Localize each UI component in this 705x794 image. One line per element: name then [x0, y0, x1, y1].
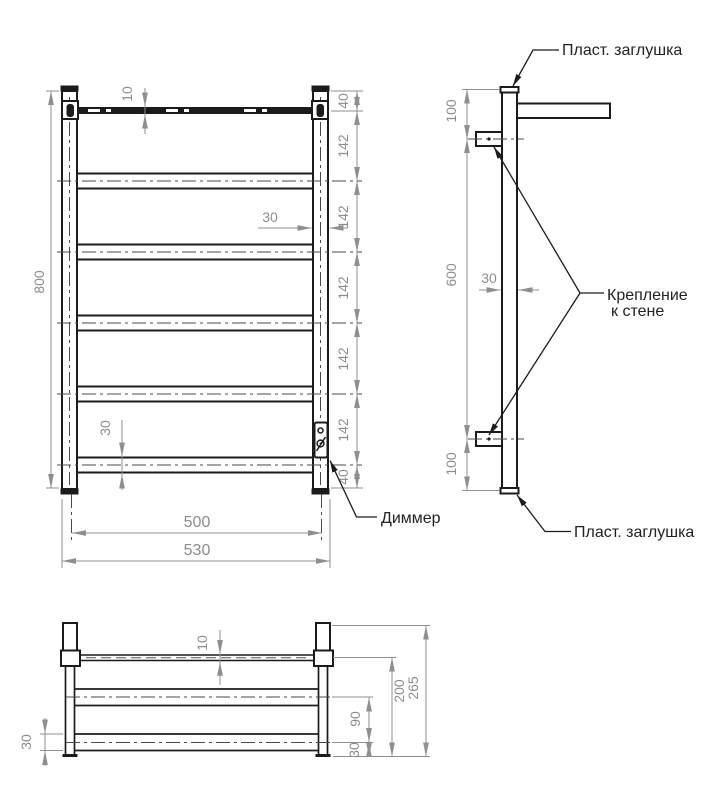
plug-bottom-callout: [517, 495, 694, 541]
dim-text-30-bottom: 30: [97, 420, 113, 436]
side-top-plug: [501, 87, 519, 93]
dim-top-right: [332, 626, 430, 758]
dim-500: [72, 494, 323, 540]
top-tubes: [66, 689, 330, 751]
dim-text-500: 500: [183, 514, 211, 531]
wall-mount-label-line1: Крепление: [607, 287, 688, 304]
top-view: [18, 623, 430, 766]
post-top-cap-left: [61, 86, 79, 92]
wall-mount-label-line2: к стене: [611, 303, 665, 320]
top-flange-left: [61, 651, 80, 667]
dim-text-200: 200: [391, 679, 407, 703]
side-post: [502, 92, 517, 488]
front-top-bar: [70, 107, 320, 114]
dim-30-bottom-tube: [97, 420, 122, 490]
dim-text-40-top: 40: [335, 93, 351, 109]
post-top-cap-right: [312, 86, 330, 92]
bracket-pin-right: [317, 104, 325, 117]
dim-text-600: 600: [443, 263, 459, 287]
dim-text-100-bottom: 100: [443, 452, 459, 476]
post-bottom-cap-right: [312, 489, 330, 495]
wall-mount-callout: [489, 147, 688, 435]
dim-text-30-top-left: 30: [18, 734, 34, 750]
dim-text-142-4: 142: [335, 347, 351, 371]
top-thin-bar: [80, 655, 314, 661]
side-view: [443, 42, 694, 541]
dim-text-800: 800: [31, 270, 47, 294]
bracket-pin-left: [67, 104, 75, 117]
plug-top-callout: [513, 42, 682, 86]
bracket-screw-top: [487, 137, 490, 140]
dim-text-100-top: 100: [443, 99, 459, 123]
bracket-screw-bottom: [487, 437, 490, 440]
dim-text-40-bottom: 40: [335, 469, 351, 485]
dim-text-30-top-right: 30: [346, 742, 362, 758]
dimmer-device: [315, 423, 328, 458]
post-bottom-cap-left: [61, 489, 79, 495]
dim-chain-right: [331, 91, 363, 488]
side-bottom-plug: [501, 488, 519, 494]
dimmer-label: Диммер: [381, 510, 441, 527]
dim-text-142-5: 142: [335, 418, 351, 442]
dim-text-142-2: 142: [335, 205, 351, 229]
dim-800: [31, 91, 59, 488]
top-hook-right: [316, 623, 330, 652]
plug-bottom-label: Пласт. заглушка: [574, 524, 695, 541]
dim-text-530: 530: [183, 542, 211, 559]
dim-text-30-side: 30: [481, 270, 497, 286]
dim-text-10-top: 10: [194, 635, 210, 651]
dim-text-142-3: 142: [335, 276, 351, 300]
top-hook-left: [63, 623, 77, 652]
front-view: [31, 86, 441, 569]
dim-text-30-post: 30: [262, 209, 278, 225]
side-top-bar: [517, 104, 610, 119]
dim-text-142-1: 142: [335, 134, 351, 158]
dim-30-top-left: [18, 718, 63, 766]
plug-top-label: Пласт. заглушка: [562, 42, 683, 59]
dim-text-265: 265: [405, 676, 421, 700]
top-flange-right: [314, 651, 333, 667]
dim-text-10-front: 10: [119, 86, 135, 102]
dim-text-90: 90: [347, 711, 363, 727]
